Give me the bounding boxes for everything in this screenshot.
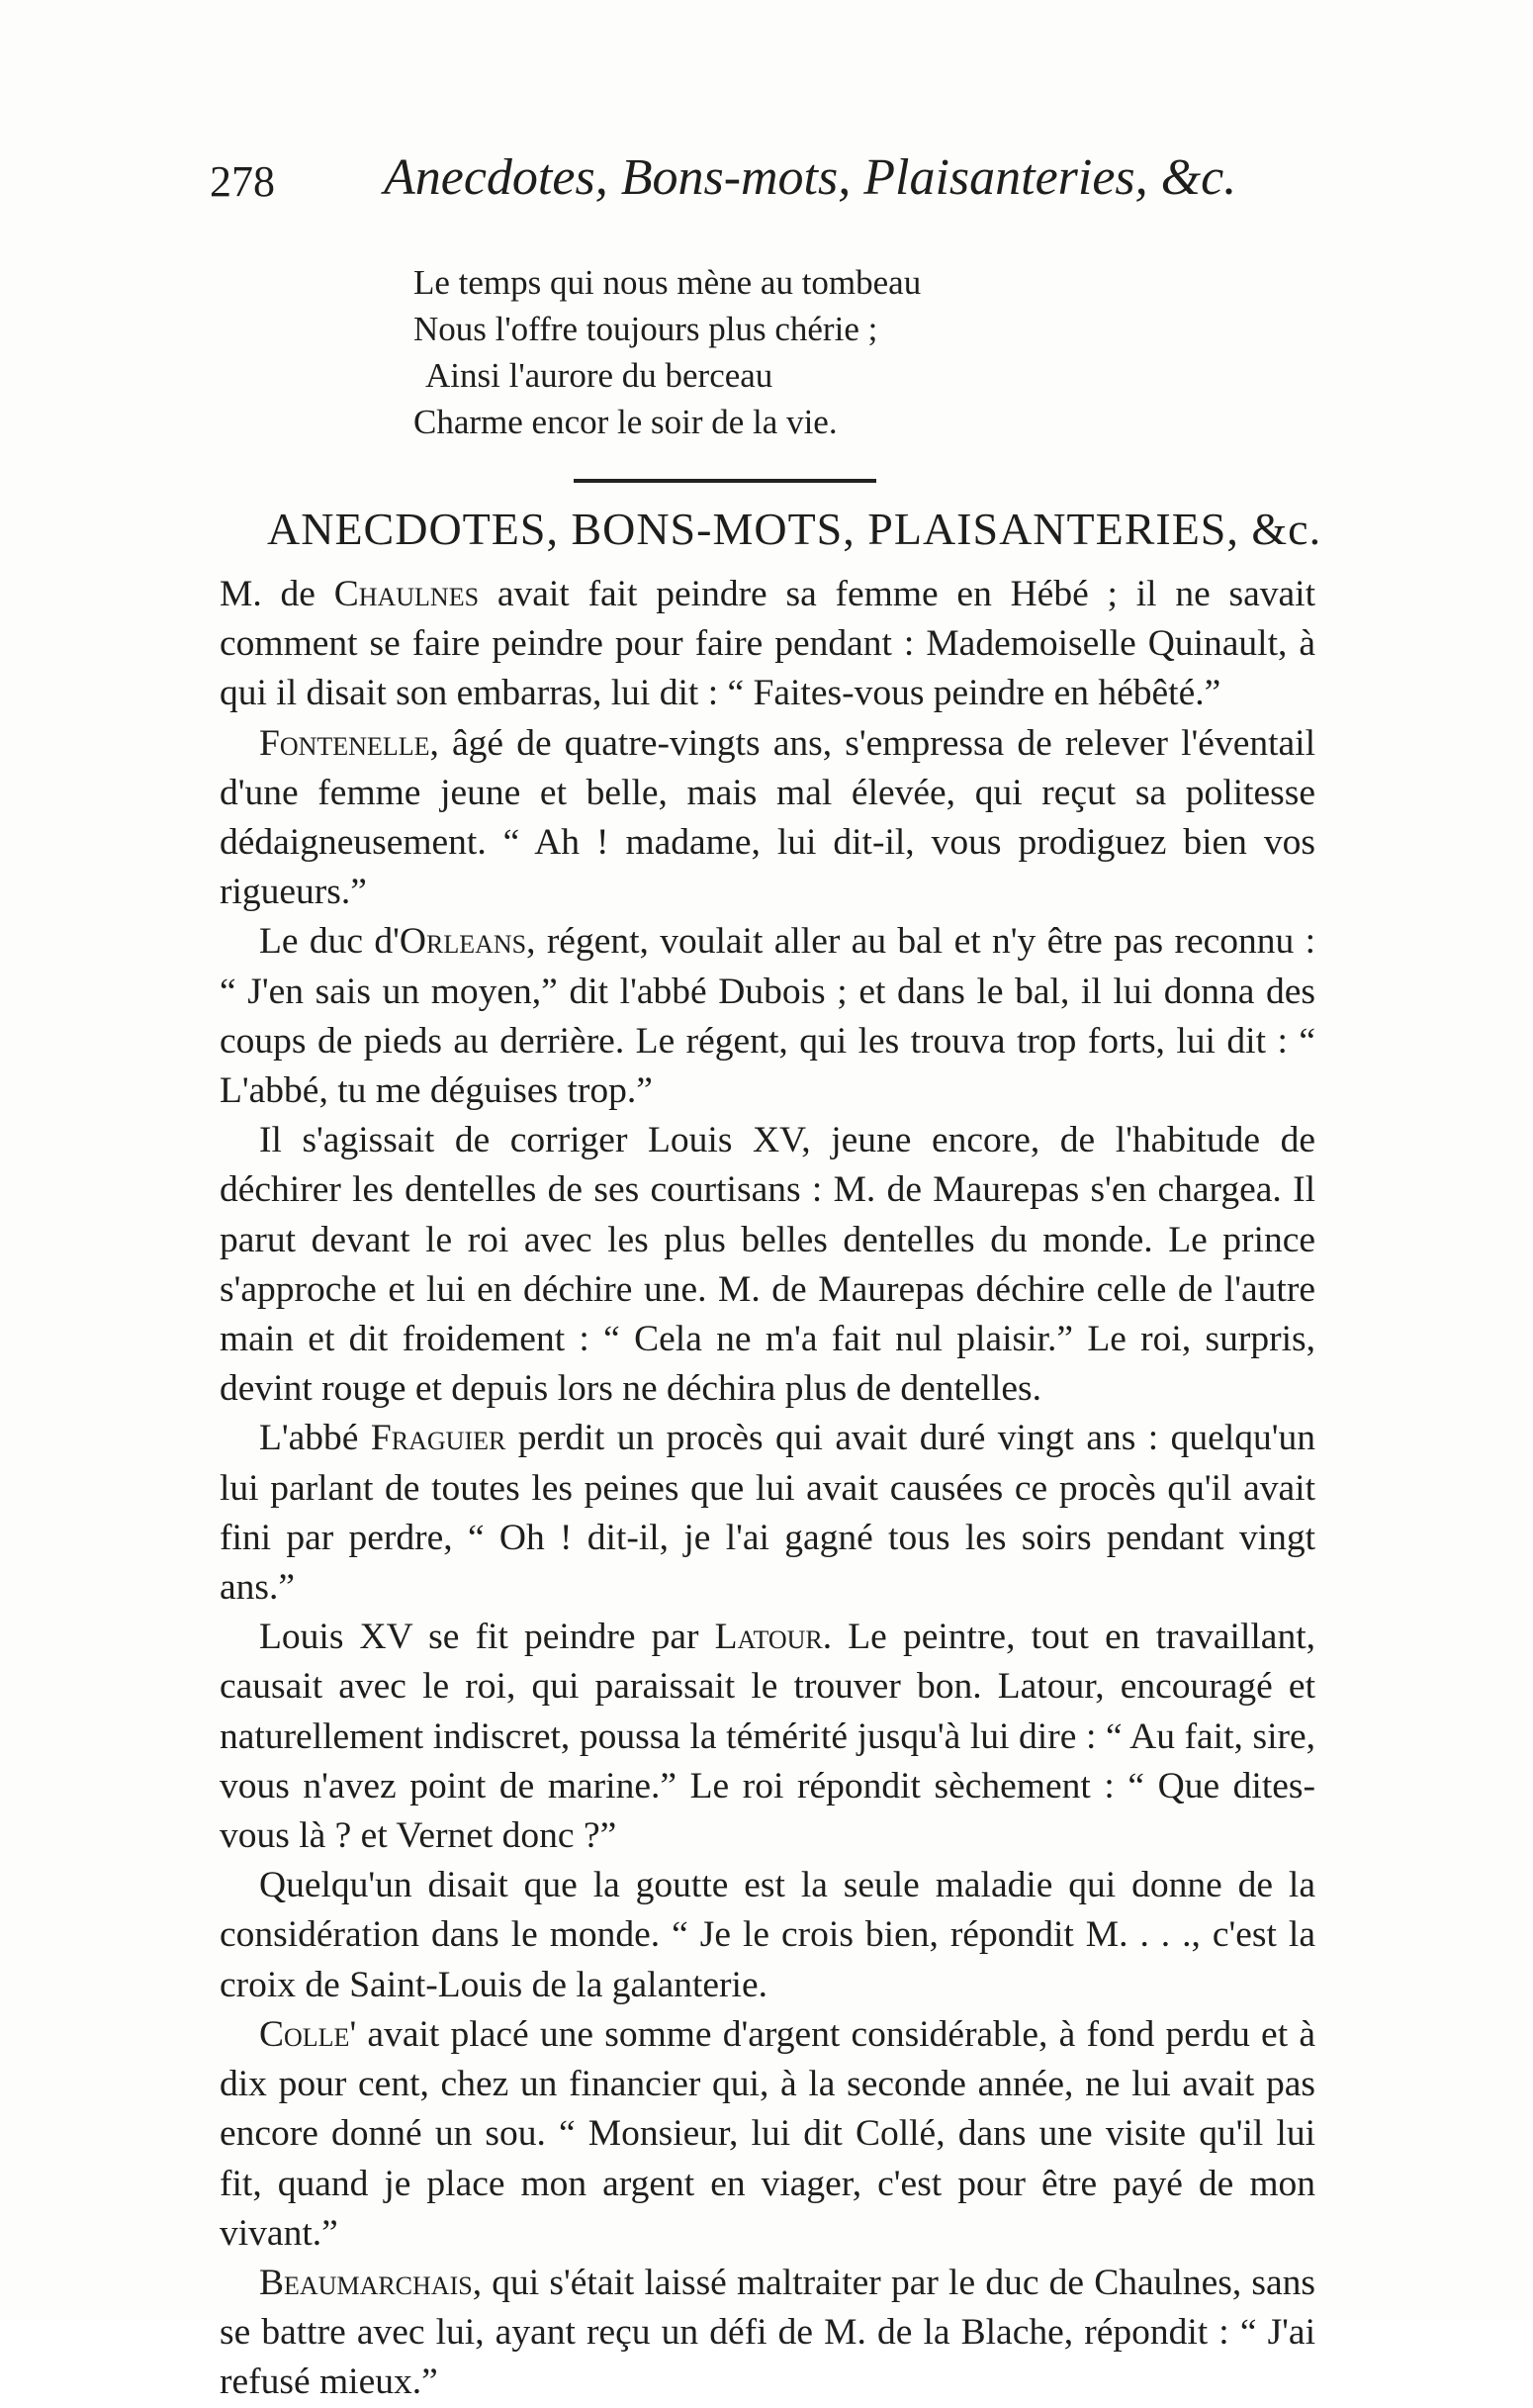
anecdote-paragraph	[220, 719, 1315, 918]
person-name: Beaumarchais	[259, 2262, 473, 2303]
paragraph-text: perdit un procès qui avait duré vingt ans : quelqu'un lui parlant de toutes les peines que lui avait causées ce procès qu'il avait fini par perdre, “ Oh ! dit-il, je l'ai gagné tous les soirs pendant vingt ans.”	[220, 1418, 1315, 1609]
poem-line: Ainsi l'aurore du berceau	[425, 356, 773, 395]
paragraph-text: avait fait peindre sa femme en Hébé ; il ne savait comment se faire peindre pour faire pendant : Mademoiselle Quinault, à qui il disait son embarras, lui dit : “ Faites-vous peindre en hébêté.”	[220, 574, 1315, 714]
anecdote-paragraph	[220, 1613, 1315, 1861]
poem-line: Le temps qui nous mène au tombeau	[413, 263, 922, 302]
paragraph-lead: Louis XV se fit peindre par	[259, 1617, 715, 1658]
page-number: 278	[210, 157, 275, 206]
paragraph-text: Il s'agissait de corriger Louis XV, jeune encore, de l'habitude de déchirer les dentelles de ses courtisans : M. de Maurepas s'en chargea. Il parut devant le roi avec les plus belles dentelles du monde. Le prince s'approche et lui en déchire une. M. de Maurepas déchire celle de l'autre main et dit froidement : “ Cela ne m'a fait nul plaisir.” Le roi, surpris, devint rouge et depuis lors ne déchira plus de dentelles.	[220, 1120, 1315, 1410]
person-name: Chaulnes	[333, 574, 480, 614]
paragraph-text: , régent, voulait aller au bal et n'y être pas reconnu : “ J'en sais un moyen,” dit l'abbé Dubois ; et dans le bal, il lui donna des coups de pieds au derrière. Le régent, qui les trouva trop forts, lui dit : “ L'abbé, tu me déguises trop.”	[220, 921, 1315, 1112]
body-text	[220, 570, 1315, 2408]
paragraph-text: , âgé de quatre-vingts ans, s'empressa de relever l'éventail d'une femme jeune et belle, mais mal élevée, qui reçut sa politesse dédaigneusement. “ Ah ! madame, lui dit-il, vous prodiguez bien vos rigueurs.”	[220, 722, 1315, 913]
person-name: Orleans	[399, 921, 527, 963]
paragraph-lead: M. de	[220, 574, 334, 614]
person-name: Fontenelle	[259, 722, 430, 764]
person-name: Fraguier	[370, 1418, 506, 1459]
paragraph-text: . Le peintre, tout en travaillant, causait avec le roi, qui paraissait le trouver bon. Latour, encouragé et naturellement indiscret, poussa la témérité jusqu'à lui dire : “ Au fait, sire, vous n'avez point de marine.” Le roi répondit sèchement : “ Que dites-vous là ? et Vernet donc ?”	[220, 1617, 1315, 1857]
anecdote-paragraph	[220, 1861, 1315, 2010]
running-head	[210, 148, 1327, 218]
paragraph-text: Quelqu'un disait que la goutte est la seule maladie qui donne de la considération dans le monde. “ Je le crois bien, répondit M. . . ., c'est la croix de Saint-Louis de la galanterie.	[220, 1865, 1315, 2005]
paragraph-text: , qui s'était laissé maltraiter par le duc de Chaulnes, sans se battre avec lui, ayant reçu un défi de M. de la Blache, répondit : “ J'ai refusé mieux.”	[220, 2262, 1315, 2403]
anecdote-paragraph	[220, 1414, 1315, 1613]
paragraph-lead: Le duc d'	[259, 921, 400, 963]
running-title: Anecdotes, Bons-mots, Plaisanteries, &c.	[384, 149, 1237, 206]
person-name: Latour	[714, 1617, 823, 1658]
section-divider	[574, 479, 876, 483]
section-heading: ANECDOTES, BONS-MOTS, PLAISANTERIES, &c.	[267, 504, 1322, 554]
poem-stanza	[413, 259, 1304, 445]
person-name: Colle	[259, 2013, 350, 2055]
paragraph-lead: L'abbé	[259, 1418, 371, 1459]
anecdote-paragraph	[220, 2259, 1315, 2408]
poem-line: Nous l'offre toujours plus chérie ;	[413, 310, 878, 348]
anecdote-paragraph	[220, 570, 1315, 719]
poem-line: Charme encor le soir de la vie.	[413, 403, 838, 441]
anecdote-paragraph	[220, 2010, 1315, 2259]
anecdote-paragraph	[220, 1116, 1315, 1414]
anecdote-paragraph	[220, 917, 1315, 1116]
paragraph-text: ' avait placé une somme d'argent considérable, à fond perdu et à dix pour cent, chez un financier qui, à la seconde année, ne lui avait pas encore donné un sou. “ Monsieur, lui dit Collé, dans une visite qu'il lui fit, quand je place mon argent en viager, c'est pour être payé de mon vivant.”	[220, 2013, 1315, 2254]
